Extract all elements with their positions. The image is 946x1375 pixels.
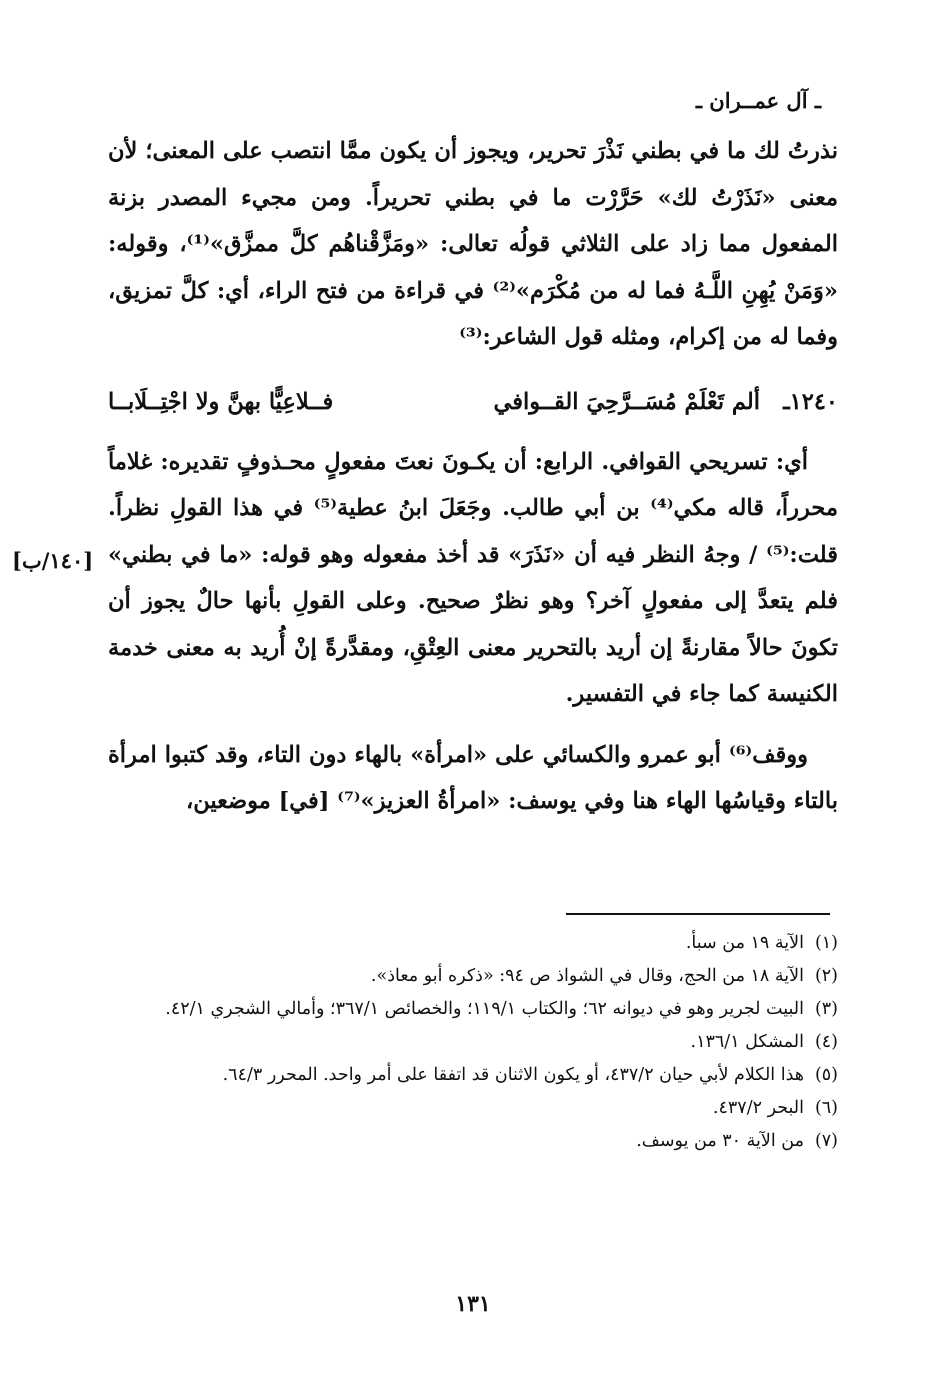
footnote-text: من الآية ٣٠ من يوسف.: [636, 1131, 804, 1151]
footnote-number: (٦): [814, 1098, 838, 1118]
footnote-item: [133, 1126, 838, 1156]
poetry-verse: [108, 379, 838, 425]
footnote-item: [133, 961, 838, 991]
footnotes-list: [133, 928, 838, 1159]
paragraph-1: نذرتُ لك ما في بطني نَذْرَ تحرير، ويجوز أن يكون ممَّا انتصب على المعنى؛ لأن معنى «نَذَرْتُ لك» حَرَّرْت ما في بطني تحريراً. ومن مجيء المصدر بزنة المفعول مما زاد على الثلاثي قولُه تعالى: «ومَزَّقْناهُم كلَّ ممزَّق»⁽¹⁾، وقوله: «وَمَنْ يُهِنِ اللَّـهُ فما له من مُكْرَم»⁽²⁾ في قراءة من فتح الراء، أي: كلَّ تمزيق، وفما له من إكرام، ومثله قول الشاعر:⁽³⁾: [108, 138, 838, 350]
footnote-item: [133, 1060, 838, 1090]
footnote-number: (٢): [814, 966, 838, 986]
footnote-number: (٥): [814, 1065, 838, 1085]
footnote-item: [133, 928, 838, 958]
paragraph-2: أي: تسريحي القوافي. الرابع: أن يكـونَ نعتَ مفعولٍ محـذوفٍ تقديره: غلاماً محرراً، قاله مكي⁽⁴⁾ بن أبي طالب. وجَعَلَ ابنُ عطية⁽⁵⁾ في هذا القولِ نظراً. قلت:⁽⁵⁾ / وجهُ النظر فيه أن «نَذَرَ» قد أخذ مفعوله وهو قوله: «ما في بطني» فلم يتعدَّ إلى مفعولٍ آخر؟ وهو نظرٌ صحيح. وعلى القولِ بأنها حالٌ يجوز أن تكونَ حالاً مقارنةً إن أريد بالتحرير معنى العِتْقِ، ومقدَّرةً إنْ أُريد به معنى خدمة الكنيسة كما جاء في التفسير.: [108, 448, 839, 707]
footnote-item: [133, 1093, 838, 1123]
paragraph-3: ووقف⁽⁶⁾ أبو عمرو والكسائي على «امرأة» بالهاء دون التاء، وقد كتبوا امرأة بالتاء وقياسُها الهاء هنا وفي يوسف: «امرأةُ العزيز»⁽⁷⁾ [في] موضعين،: [108, 741, 838, 814]
footnote-number: (٤): [814, 1032, 838, 1052]
page-number: ١٣١: [455, 1291, 491, 1317]
manuscript-folio-reference: [١٤٠/ب]: [12, 548, 94, 573]
footnote-item: [133, 1027, 838, 1057]
footnote-text: المشكل ١٣٦/١.: [690, 1032, 804, 1052]
footnote-number: (٧): [814, 1131, 838, 1151]
verse-second-hemistich: فــلاعِيًّا بهنَّ ولا اجْتِــلَابــا: [108, 388, 334, 415]
main-text-block: [108, 128, 838, 825]
footnote-divider: [566, 913, 830, 915]
footnote-text: هذا الكلام لأبي حيان ٤٣٧/٢، أو يكون الاثنان قد اتفقا على أمر واحد. المحرر ٦٤/٣.: [222, 1065, 804, 1085]
running-header: ـ آل عمــران ـ: [695, 88, 821, 113]
footnote-number: (٣): [814, 999, 838, 1019]
verse-first-hemistich: ألم تَعْلَمْ مُسَــرَّحِيَ القــوافي: [493, 388, 760, 415]
verse-number: ١٢٤٠ـ: [783, 388, 838, 415]
footnote-text: الآية ١٩ من سبأ.: [685, 933, 804, 953]
footnote-item: [133, 994, 838, 1024]
footnote-text: البيت لجرير وهو في ديوانه ٦٢؛ والكتاب ١١٩/١؛ والخصائص ٣٦٧/١؛ وأمالي الشجري ٤٢/١.: [165, 999, 804, 1019]
footnote-number: (١): [814, 933, 838, 953]
footnote-text: الآية ١٨ من الحج، وقال في الشواذ ص ٩٤: «ذكره أبو معاذ».: [370, 966, 804, 986]
footnote-text: البحر ٤٣٧/٢.: [712, 1098, 804, 1118]
